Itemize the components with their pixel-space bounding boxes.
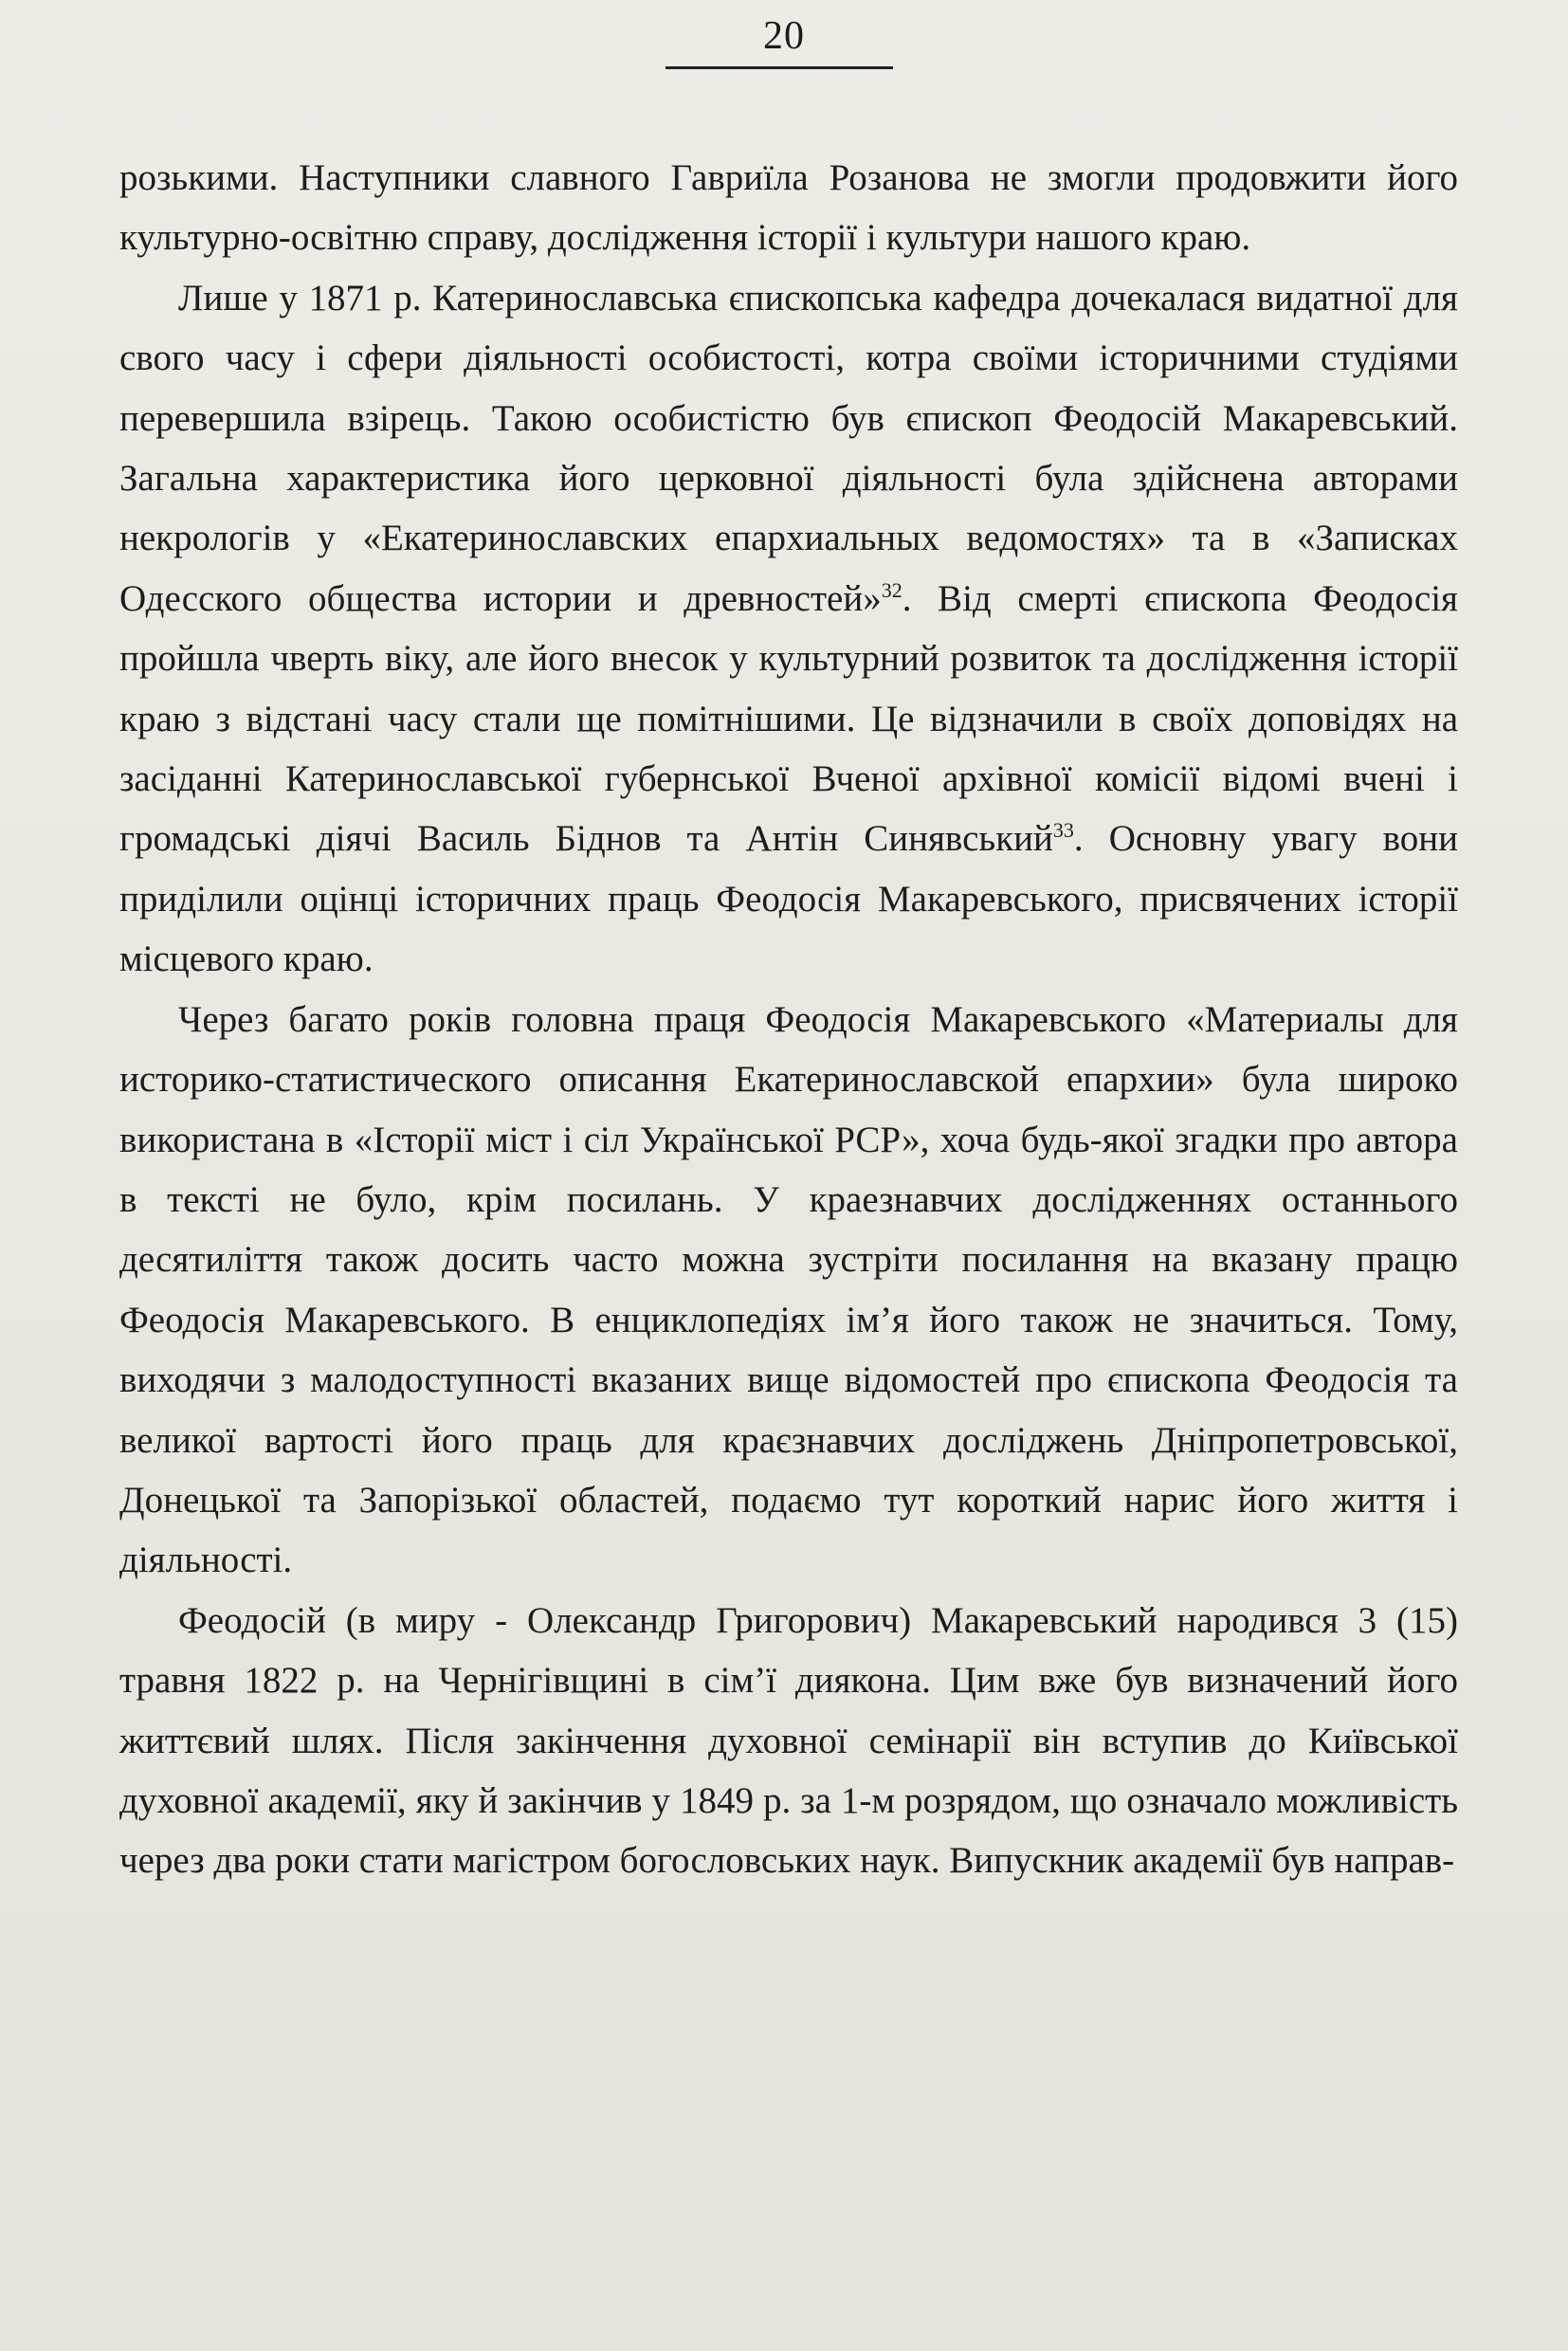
paragraph-text: Лише у 1871 р. Катеринославська єпископська кафедра дочекалася видатної для свого часу і сфери діяльності особистості, котра своїми історичними студіями перевершила взірець. Такою особистістю був єпископ Феодосій Макаревський. Загальна характеристика його церковної діяльності була здійснена авторами некрологів у «Екатеринославских епархиальных ведомостях» та в «Записках Одесского общества истории и древностей» [119, 277, 1458, 619]
paragraph-text: Феодосій (в миру - Олександр Григорович) Макаревський народився 3 (15) травня 1822 р. на Чернігівщині в сім’ї диякона. Цим вже був визначений його життєвий шлях. Після закінчення духовної семінарії він вступив до Київської духовної академії, яку й закінчив у 1849 р. за 1-м розрядом, що означало можливість через два роки стати магістром богословських наук. Випускник академії був направ- [119, 1599, 1458, 1882]
page-number: 20 [763, 14, 805, 58]
footnote-ref: 33 [1052, 818, 1074, 843]
body-text [119, 148, 1458, 1891]
paragraph-text: розькими. Наступники славного Гавриїла Розанова не змогли продовжити його культурно-освітню справу, дослідження історії і культури нашого краю. [119, 157, 1458, 259]
paragraph [119, 268, 1458, 990]
paragraph-text: . Від смерті єпископа Феодосія пройшла чверть віку, але його внесок у культурний розвиток та дослідження історії краю з відстані часу стали ще помітнішими. Це відзначили в своїх доповідях на засіданні Катеринославської губернської Вченої архівної комісії відомі вчені і громадські діячі Василь Біднов та Антін Синявський [119, 577, 1458, 860]
paragraph [119, 148, 1458, 268]
paragraph [119, 1591, 1458, 1891]
paragraph [119, 990, 1458, 1591]
footnote-ref: 32 [881, 577, 903, 602]
paragraph-text: Через багато років головна праця Феодосія Макаревського «Материалы для историко-статистического описання Екатеринославской епархии» була широко використана в «Історії міст і сіл Української РСР», хоча будь-якої згадки про автора в тексті не було, крім посилань. У краезнавчих дослідженнях останнього десятиліття також досить часто можна зустріти посилання на вказану працю Феодосія Макаревського. В енциклопедіях ім’я його також не значиться. Тому, виходячи з малодоступності вказаних вище відомостей про єпископа Феодосія та великої вартості його праць для краєзнавчих досліджень Дніпропетровської, Донецької та Запорізької областей, подаємо тут короткий нарис його життя і діяльності. [119, 998, 1458, 1581]
page-number-rule [665, 66, 893, 69]
paragraph-text: . Основну увагу вони приділили оцінці історичних праць Феодосія Макаревського, присвячених історії місцевого краю. [119, 818, 1459, 980]
